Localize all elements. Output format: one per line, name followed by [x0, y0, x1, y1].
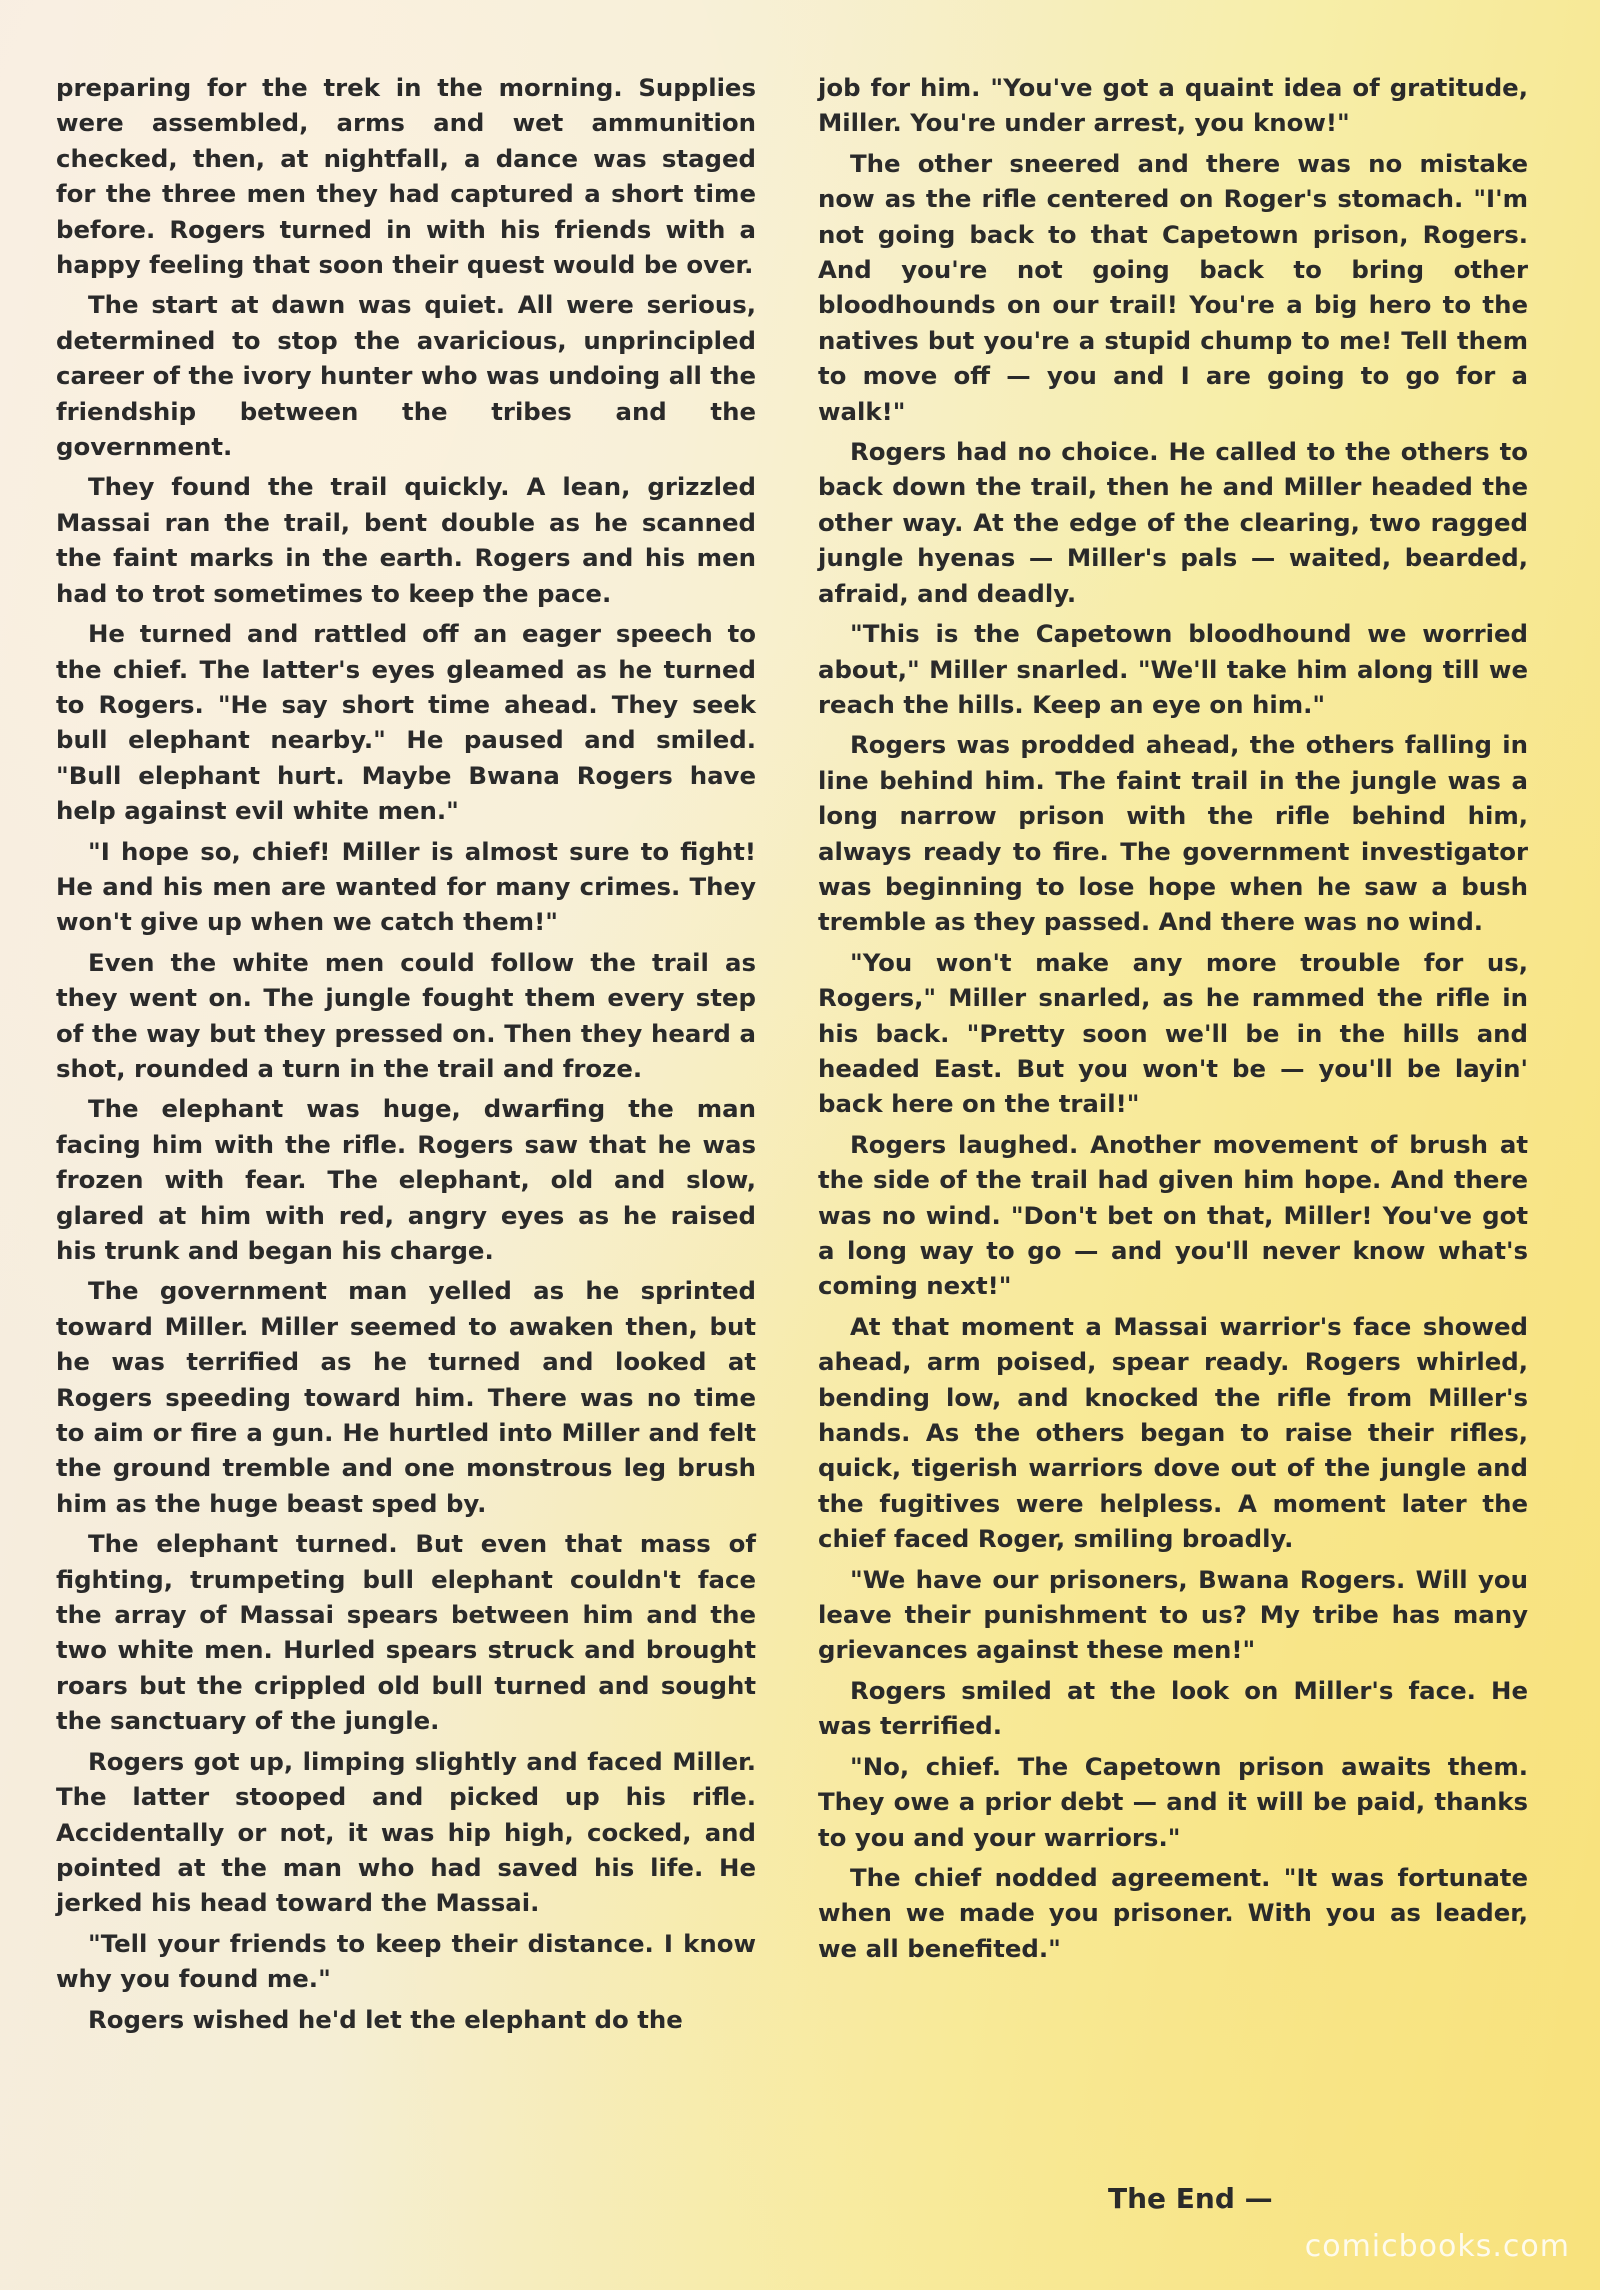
paragraph: Rogers got up, limping slightly and faced Miller. The latter stooped and picked up his rifle. Accidentally or not, it was hip high, cocked, and pointed at the man who had saved his life. He jerked his head toward the Massai. — [56, 1746, 756, 1918]
paragraph: "We have our prisoners, Bwana Rogers. Will you leave their punishment to us? My tribe has many grievances against these men!" — [818, 1564, 1528, 1665]
paragraph: preparing for the trek in the morning. Supplies were assembled, arms and wet ammunition checked, then, at nightfall, a dance was staged for the three men they had captured a short time before. Rogers turned in with his friends with a happy feeling that soon their quest would be over. — [56, 73, 756, 280]
paragraph: Rogers smiled at the look on Miller's face. He was terrified. — [818, 1675, 1528, 1741]
paragraph: The elephant turned. But even that mass of fighting, trumpeting bull elephant couldn't face the array of Massai spears between him and the two white men. Hurled spears struck and brought roars but the crippled old bull turned and sought the sanctuary of the jungle. — [56, 1529, 756, 1736]
paragraph: Rogers had no choice. He called to the others to back down the trail, then he and Miller headed the other way. At the edge of the clearing, two ragged jungle hyenas — Miller's pals — waited, bearded, afraid, and deadly. — [818, 437, 1528, 608]
paragraph: Rogers laughed. Another movement of brush at the side of the trail had given him hope. And there was no wind. "Don't bet on that, Miller! You've got a long way to go — and you'll never know what's coming next!" — [818, 1129, 1528, 1301]
paragraph: Rogers was prodded ahead, the others falling in line behind him. The faint trail in the jungle was a long narrow prison with the rifle behind him, always ready to fire. The government investigator was beginning to lose hope when he saw a bush tremble as they passed. And there was no wind. — [818, 730, 1528, 937]
paragraph: He turned and rattled off an eager speech to the chief. The latter's eyes gleamed as he turned to Rogers. "He say short time ahead. They seek bull elephant nearby." He paused and smiled. "Bull elephant hurt. Maybe Bwana Rogers have help against evil white men." — [56, 619, 756, 826]
paragraph: They found the trail quickly. A lean, grizzled Massai ran the trail, bent double as he scanned the faint marks in the earth. Rogers and his men had to trot sometimes to keep the pace. — [56, 472, 756, 608]
paragraph: "You won't make any more trouble for us, Rogers," Miller snarled, as he rammed the rifle in his back. "Pretty soon we'll be in the hills and headed East. But you won't be — you'll be layin' back here on the trail!" — [818, 947, 1528, 1119]
the-end-label: The End — — [1108, 2182, 1273, 2215]
paragraph: The government man yelled as he sprinted toward Miller. Miller seemed to awaken then, but he was terrified as he turned and looked at Rogers speeding toward him. There was no time to aim or fire a gun. He hurtled into Miller and felt the ground tremble and one monstrous leg brush him as the huge beast sped by. — [56, 1276, 756, 1518]
left-text-column — [56, 70, 756, 2042]
paragraph: The elephant was huge, dwarfing the man facing him with the rifle. Rogers saw that he was frozen with fear. The elephant, old and slow, glared at him with red, angry eyes as he raised his trunk and began his charge. — [56, 1094, 756, 1265]
paragraph: Rogers wished he'd let the elephant do the — [88, 2004, 683, 2034]
paragraph: "No, chief. The Capetown prison awaits them. They owe a prior debt — and it will be paid, thanks to you and your warriors." — [818, 1751, 1528, 1852]
paragraph: job for him. "You've got a quaint idea of gratitude, Miller. You're under arrest, you know!" — [818, 73, 1528, 138]
paragraph: The chief nodded agreement. "It was fortunate when we made you prisoner. With you as leader, we all benefited." — [818, 1862, 1528, 1963]
paragraph: "I hope so, chief! Miller is almost sure to fight! He and his men are wanted for many crimes. They won't give up when we catch them!" — [56, 836, 756, 937]
right-text-column — [818, 70, 1528, 1971]
paragraph: At that moment a Massai warrior's face showed ahead, arm poised, spear ready. Rogers whirled, bending low, and knocked the rifle from Miller's hands. As the others began to raise their rifles, quick, tigerish warriors dove out of the jungle and the fugitives were helpless. A moment later the chief faced Roger, smiling broadly. — [818, 1311, 1528, 1554]
paragraph: "This is the Capetown bloodhound we worried about," Miller snarled. "We'll take him along till we reach the hills. Keep an eye on him." — [818, 619, 1528, 719]
paragraph: "Tell your friends to keep their distance. I know why you found me." — [56, 1928, 756, 1994]
site-watermark: comicbooks.com — [1304, 2229, 1570, 2264]
paragraph: Even the white men could follow the trail as they went on. The jungle fought them every step of the way but they pressed on. Then they heard a shot, rounded a turn in the trail and froze. — [56, 947, 756, 1083]
paragraph: The other sneered and there was no mistake now as the rifle centered on Roger's stomach. "I'm not going back to that Capetown prison, Rogers. And you're not going back to bring other bloodhounds on our trail! You're a big hero to the natives but you're a stupid chump to me! Tell them to move off — you and I are going to go for a walk!" — [818, 148, 1528, 426]
paragraph: The start at dawn was quiet. All were serious, determined to stop the avaricious, unprincipled career of the ivory hunter who was undoing all the friendship between the tribes and the government. — [56, 290, 756, 462]
